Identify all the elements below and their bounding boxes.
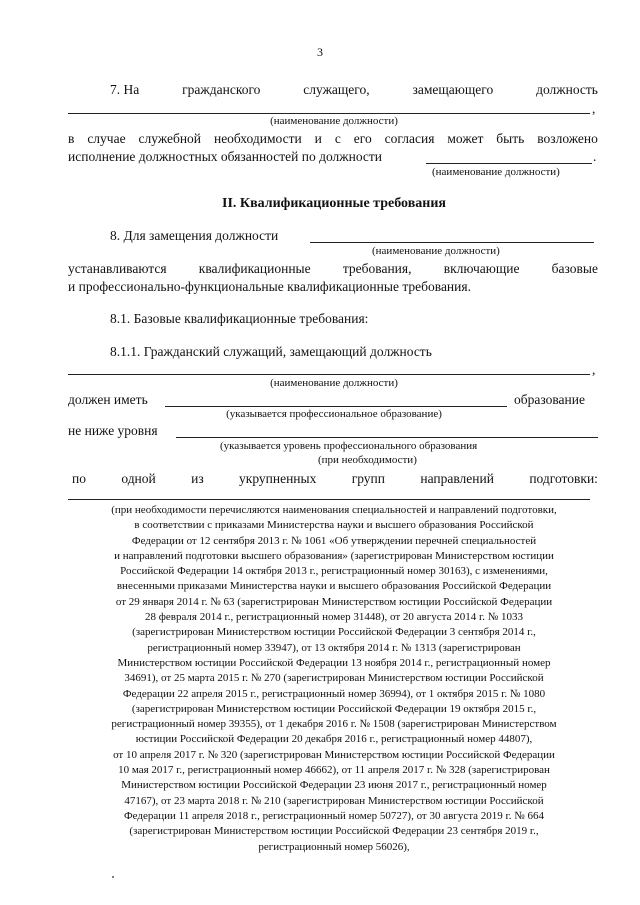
reference-line: Федерации 11 апреля 2018 г., регистрационный номер 50727), от 30 августа 2019 г. № 664 (123, 809, 545, 822)
page-number: 3 (317, 45, 323, 59)
p811-level-hint: (указывается уровень профессионального образования (220, 440, 478, 452)
p7-word: быть (496, 131, 525, 146)
p7-line-1 (110, 82, 598, 98)
reference-line: юстиции Российской Федерации 20 декабря 2016 г., регистрационный номер 44807), (135, 733, 533, 746)
p8-lead: 8. Для замещения должности (110, 228, 279, 243)
p7-word: в (68, 131, 75, 146)
p811-level-hint-optional: (при необходимости) (318, 454, 417, 466)
reference-line: внесенными приказами Министерства науки и высшего образования Российской Федерации (116, 580, 552, 593)
p8-word: квалификационные (198, 261, 311, 276)
p7-word: его (353, 131, 372, 146)
p8-line-2 (68, 261, 598, 277)
reference-line: Министерством юстиции Российской Федерации 23 июня 2017 г., регистрационный номер (121, 779, 547, 792)
p7-position-hint: (наименование должности) (270, 115, 398, 127)
reference-line: Федерации 22 апреля 2015 г., регистрационный номер 36994), от 1 октября 2015 г. № 1080 (122, 687, 546, 700)
p7-word: служащего, (303, 82, 370, 97)
reference-line: Федерации от 12 сентября 2013 г. № 1061 «Об утверждении перечней специальностей (131, 534, 537, 547)
reference-line: (зарегистрирован Министерством юстиции Российской Федерации 3 сентября 2014 г., (132, 626, 536, 639)
reference-line: (зарегистрирован Министерством юстиции Российской Федерации 23 сентября 2019 г., (129, 825, 539, 838)
p811-word: подготовки: (529, 471, 598, 486)
p8-position-hint: (наименование должности) (372, 245, 500, 257)
p7-word: необходимости (213, 131, 302, 146)
p811-groups-line (72, 471, 598, 487)
p811-word: из (191, 471, 204, 486)
p811-position-hint: (наименование должности) (270, 377, 398, 389)
p7-line-2 (68, 131, 598, 147)
p811-trailing-comma: , (592, 362, 596, 377)
p7-word: случае (87, 131, 126, 146)
reference-line: от 10 апреля 2017 г. № 320 (зарегистрирован Министерством юстиции Российской Федерации (113, 748, 555, 761)
reference-line: 47167), от 23 марта 2018 г. № 210 (зарегистрирован Министерством юстиции Российской (124, 794, 544, 807)
p7-word: должность (536, 82, 598, 97)
p811-education-word: образование (514, 392, 585, 407)
reference-line: 34691), от 25 марта 2015 г. № 270 (зарегистрирован Министерством юстиции Российской (124, 672, 544, 685)
p7-word: возложено (537, 131, 598, 146)
p811-groups-blank (68, 499, 590, 500)
p811-education-blank (165, 406, 507, 407)
p811-lead: 8.1.1. Гражданский служащий, замещающий должность (110, 344, 432, 359)
p8-word: устанавливаются (68, 261, 167, 276)
p7-word: может (447, 131, 484, 146)
p811-not-below: не ниже уровня (68, 423, 158, 438)
p811-word: одной (121, 471, 156, 486)
reference-line: 28 февраля 2014 г., регистрационный номер 31448), от 20 августа 2014 г. № 1033 (145, 611, 523, 624)
p8-word: включающие (443, 261, 520, 276)
p7-word: с (334, 131, 341, 146)
p7-second-position-hint: (наименование должности) (432, 166, 560, 178)
p811-must-have: должен иметь (68, 392, 148, 407)
scan-speck (112, 876, 114, 878)
reference-line: регистрационный номер 33947), от 13 октября 2014 г. № 1313 (зарегистрирован (147, 641, 521, 654)
p8-word: базовые (551, 261, 598, 276)
p8-line-3: и профессионально-функциональные квалификационные требования. (68, 279, 471, 294)
p811-word: групп (351, 471, 386, 486)
p811-education-hint: (указывается профессиональное образование) (226, 408, 442, 420)
reference-line: и направлений подготовки высшего образования» (зарегистрирован Министерством юстиции (114, 549, 554, 562)
reference-line: Министерством юстиции Российской Федерации 13 ноября 2014 г., регистрационный номер (117, 656, 551, 669)
p811-level-blank (176, 437, 598, 438)
reference-line: регистрационный номер 56026), (258, 840, 410, 853)
reference-line: (при необходимости перечисляются наименования специальностей и направлений подготовки, (111, 504, 557, 516)
p7-word: замещающего (412, 82, 494, 97)
p81-heading: 8.1. Базовые квалификационные требования: (110, 311, 369, 326)
p811-word: по (72, 471, 86, 486)
p8-word: требования, (342, 261, 412, 276)
regulation-references (68, 503, 600, 855)
section-title: II. Квалификационные требования (222, 196, 446, 211)
p7-second-position-blank (426, 163, 592, 164)
p8-position-blank (310, 242, 594, 243)
p7-word: 7. На (110, 82, 140, 97)
reference-line: (зарегистрирован Министерством юстиции Российской Федерации 19 октября 2015 г., (131, 702, 537, 715)
p7-trailing-comma: , (592, 101, 596, 116)
p7-line-3: исполнение должностных обязанностей по должности (68, 149, 383, 164)
p7-word: согласия (384, 131, 435, 146)
p7-word: и (314, 131, 322, 146)
reference-line: от 29 января 2014 г. № 63 (зарегистрирован Министерством юстиции Российской Федерации (115, 595, 553, 608)
p811-word: укрупненных (239, 471, 317, 486)
p811-word: направлений (420, 471, 494, 486)
p7-period: . (593, 149, 597, 164)
p7-word: гражданского (182, 82, 261, 97)
reference-line: 10 мая 2017 г., регистрационный номер 46662), от 11 апреля 2017 г. № 328 (зарегистрирован (118, 764, 550, 777)
reference-line: регистрационный номер 39355), от 1 декабря 2016 г. № 1508 (зарегистрирован Министерством (111, 718, 557, 731)
p811-position-blank (68, 374, 590, 375)
p7-word: служебной (138, 131, 202, 146)
reference-line: Российской Федерации 14 октября 2013 г., регистрационный номер 30163), с изменениями, (120, 565, 548, 578)
p7-position-blank (68, 113, 590, 114)
reference-line: в соответствии с приказами Министерства науки и высшего образования Российской (134, 519, 534, 532)
